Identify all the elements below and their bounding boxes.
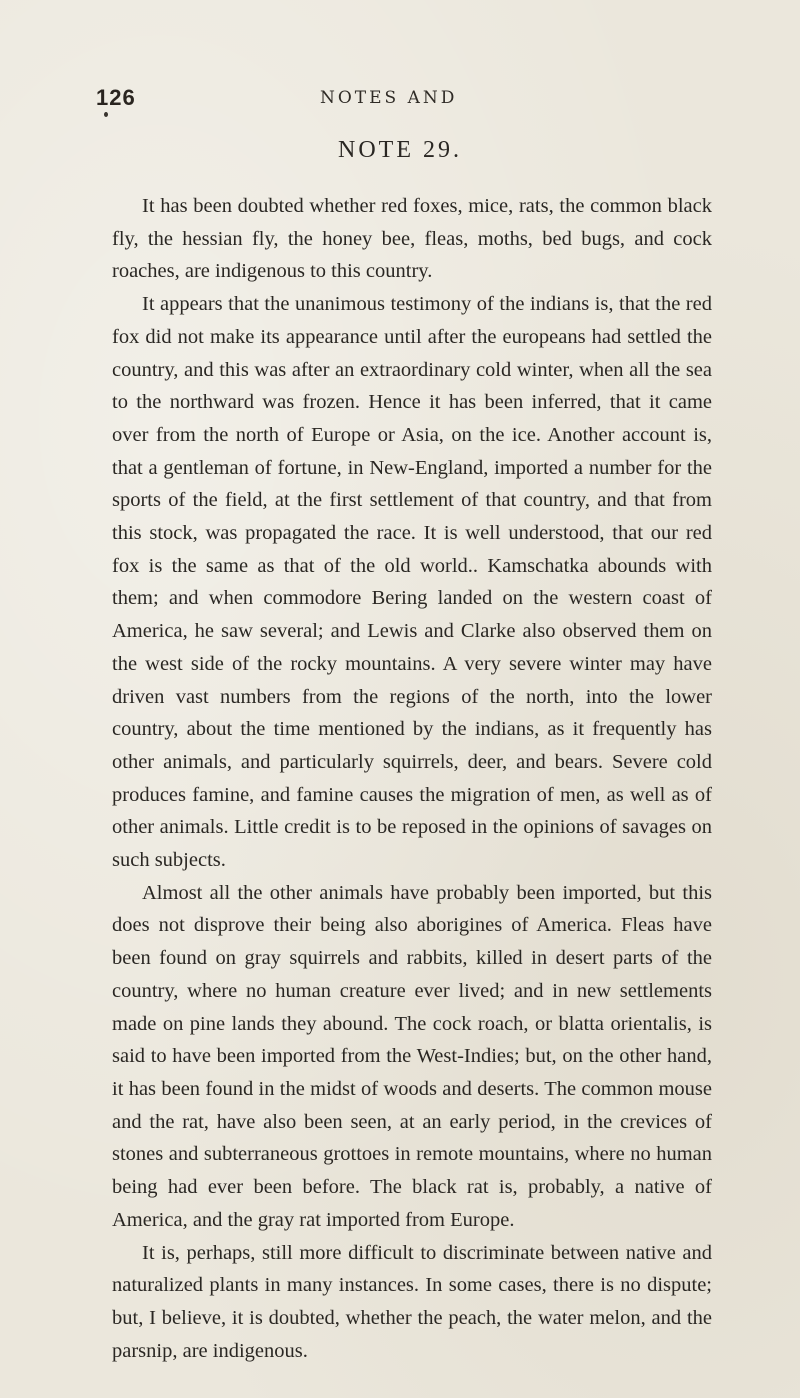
paragraph: It has been doubted whether red foxes, mice, rats, the common black fly, the hessian fly, the honey bee, fleas, moths, bed bugs, and cock roaches, are indigenous to this country. bbox=[112, 195, 712, 283]
running-title: NOTES AND bbox=[320, 88, 458, 108]
note-heading: NOTE 29. bbox=[338, 137, 462, 163]
paragraph: It appears that the unanimous testimony of the indians is, that the red fox did not make its appearance until after the europeans had settled the country, and this was after an extraordinary cold winter, when all the sea to the northward was frozen. Hence it has been inferred, that it came over from the north of Europe or Asia, on the ice. Another account is, that a gentleman of fortune, in New-England, imported a number for the sports of the field, at the first settlement of that country, and that from this stock, was propagated the race. It is well understood, that our red fox is the same as that of the old world.. Kamschatka abounds with them; and when commodore Bering landed on the western coast of America, he saw several; and Lewis and Clarke also observed them on the west side of the rocky mountains. A very severe winter may have driven vast numbers from the regions of the north, into the lower country, about the time mentioned by the indians, as it frequently has other animals, and particularly squirrels, deer, and bears. Severe cold produces famine, and famine causes the migration of men, as well as of other animals. Little credit is to be reposed in the opinions of savages on such subjects. bbox=[112, 293, 712, 872]
paragraph: It is, perhaps, still more difficult to discriminate between native and naturalized plants in many instances. In some cases, there is no dispute; but, I believe, it is doubted, whether the peach, the water melon, and the parsnip, are indigenous. bbox=[112, 1241, 712, 1362]
ink-speck bbox=[104, 112, 108, 117]
page-number: 126 bbox=[96, 85, 136, 110]
running-head bbox=[96, 85, 696, 115]
note-body bbox=[112, 190, 712, 1367]
paragraph: Almost all the other animals have probably been imported, but this does not disprove their being also aborigines of America. Fleas have been found on gray squirrels and rabbits, killed in desert parts of the country, where no human creature ever lived; and in new settlements made on pine lands they abound. The cock roach, or blatta orientalis, is said to have been imported from the West-Indies; but, on the other hand, it has been found in the midst of woods and deserts. The common mouse and the rat, have also been seen, at an early period, in the crevices of stones and subterraneous grottoes in remote mountains, where no human being had ever been before. The black rat is, probably, a native of America, and the gray rat imported from Europe. bbox=[112, 881, 712, 1231]
